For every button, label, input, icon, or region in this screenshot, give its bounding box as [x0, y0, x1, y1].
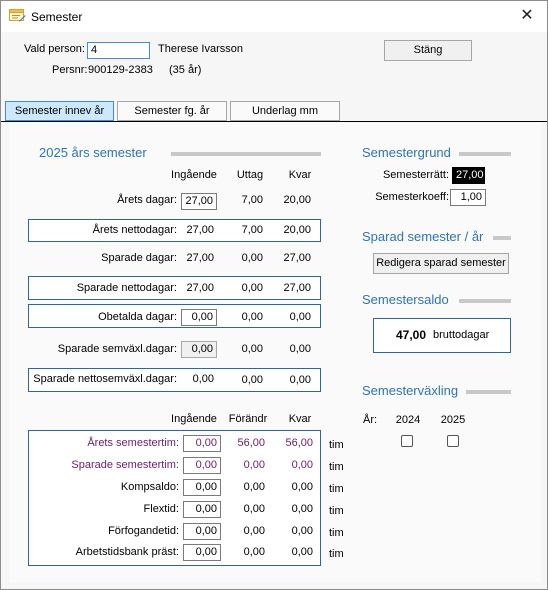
- person-label: Vald person:: [24, 43, 85, 55]
- arbetstidsbank-kvar: 0,00: [291, 546, 313, 558]
- arets-dagar-input[interactable]: 27,00: [181, 193, 217, 210]
- kompsaldo-input[interactable]: 0,00: [183, 479, 221, 496]
- title-bar: [1, 1, 547, 32]
- arbetstidsbank-input[interactable]: 0,00: [183, 544, 221, 561]
- row-arets-dagar-label: Årets dagar:: [117, 194, 177, 206]
- close-button[interactable]: Stäng: [384, 40, 472, 61]
- unit-tim: tim: [329, 439, 344, 451]
- forfogandetid-kvar: 0,00: [291, 525, 313, 537]
- section-rule: [459, 152, 511, 156]
- row-sparade-nettodagar-label: Sparade nettodagar:: [76, 282, 177, 294]
- row-arets-semestertim-label: Årets semestertim:: [87, 437, 179, 449]
- ar-label: År:: [363, 414, 378, 426]
- semesterratt-input[interactable]: 27,00: [452, 167, 485, 184]
- obetalda-dagar-uttag: 0,00: [241, 311, 263, 323]
- redigera-sparad-semester-button[interactable]: Redigera sparad semester: [373, 253, 509, 274]
- unit-tim: tim: [329, 505, 344, 517]
- col-uttag: Uttag: [236, 169, 264, 181]
- unit-tim: tim: [329, 548, 344, 560]
- arets-nettodagar-kvar: 20,00: [283, 224, 311, 236]
- arbetstidsbank-forandr: 0,00: [243, 546, 265, 558]
- sparade-nettodagar-kvar: 27,00: [283, 282, 311, 294]
- kompsaldo-forandr: 0,00: [243, 481, 265, 493]
- sparade-dagar-uttag: 0,00: [241, 252, 263, 264]
- arets-semestertim-input[interactable]: 0,00: [183, 435, 221, 452]
- sparade-nettosemvaxl-uttag: 0,00: [241, 374, 263, 386]
- person-input[interactable]: 4: [87, 42, 150, 59]
- forfogandetid-forandr: 0,00: [243, 525, 265, 537]
- left-section-title: 2025 års semester: [39, 145, 147, 160]
- section-rule: [459, 299, 511, 303]
- checkbox-2024[interactable]: [401, 435, 413, 447]
- sparade-semestertim-kvar: 0,00: [291, 459, 313, 471]
- row-sparade-semvaxl-label: Sparade semväxl.dagar:: [57, 343, 177, 355]
- unit-tim: tim: [329, 483, 344, 495]
- arets-nettodagar-uttag: 7,00: [241, 224, 263, 236]
- sparad-semester-title: Sparad semester / år: [362, 229, 484, 244]
- row-kompsaldo-label: Kompsaldo:: [120, 481, 179, 493]
- tab-underlag[interactable]: Underlag mm: [230, 101, 340, 121]
- year-2025-label: 2025: [440, 414, 466, 426]
- sparade-semvaxl-kvar: 0,00: [289, 343, 311, 355]
- row-arets-nettodagar-label: Årets nettodagar:: [92, 224, 177, 236]
- sparade-nettodagar-uttag: 0,00: [241, 282, 263, 294]
- arets-semestertim-kvar: 56,00: [285, 437, 313, 449]
- sparade-nettosemvaxl-kvar: 0,00: [289, 374, 311, 386]
- persnr-label: Persnr:: [52, 64, 88, 76]
- sparade-semvaxl-input[interactable]: 0,00: [181, 341, 217, 358]
- window-title: Semester: [31, 10, 83, 24]
- unit-tim: tim: [329, 527, 344, 539]
- checkbox-2025[interactable]: [447, 435, 459, 447]
- semestersaldo-title: Semestersaldo: [362, 292, 449, 307]
- row-sparade-semestertim-label: Sparade semestertim:: [71, 459, 179, 471]
- sparade-dagar-ing: 27,00: [186, 252, 214, 264]
- col-ingaende: Ingående: [171, 169, 217, 181]
- person-name: Therese Ivarsson: [158, 43, 243, 55]
- tab-semester-innev-ar[interactable]: Semester innev år: [5, 101, 114, 121]
- forfogandetid-input[interactable]: 0,00: [183, 523, 221, 540]
- kompsaldo-kvar: 0,00: [291, 481, 313, 493]
- age-value: (35 år): [169, 64, 202, 76]
- row-flextid-label: Flextid:: [143, 503, 179, 515]
- flextid-kvar: 0,00: [291, 503, 313, 515]
- hours-col-kvar: Kvar: [288, 413, 312, 425]
- arets-nettodagar-ing: 27,00: [186, 224, 214, 236]
- sparade-dagar-kvar: 27,00: [283, 252, 311, 264]
- row-sparade-dagar-label: Sparade dagar:: [101, 252, 177, 264]
- arets-dagar-kvar: 20,00: [283, 194, 311, 206]
- semestersaldo-unit: bruttodagar: [433, 329, 490, 341]
- row-sparade-nettosemvaxl-label: Sparade nettosemväxl.dagar:: [33, 373, 177, 385]
- section-rule: [171, 152, 321, 156]
- semesterratt-label: Semesterrätt:: [382, 169, 449, 181]
- col-kvar: Kvar: [288, 169, 312, 181]
- flextid-input[interactable]: 0,00: [183, 501, 221, 518]
- persnr-value: 900129-2383: [88, 64, 153, 76]
- calendar-pen-icon: [9, 8, 26, 23]
- sparade-nettodagar-ing: 27,00: [186, 282, 214, 294]
- obetalda-dagar-kvar: 0,00: [289, 311, 311, 323]
- row-obetalda-dagar-label: Obetalda dagar:: [98, 311, 177, 323]
- semesterkoeff-input[interactable]: 1,00: [450, 189, 486, 206]
- sparade-semvaxl-uttag: 0,00: [241, 343, 263, 355]
- semestersaldo-value: 47,00: [396, 328, 427, 342]
- section-rule: [466, 390, 511, 394]
- hours-col-forandr: Förändr: [228, 413, 268, 425]
- hours-col-ingaende: Ingående: [171, 413, 217, 425]
- semesterkoeff-label: Semesterkoeff:: [375, 191, 449, 203]
- arets-dagar-uttag: 7,00: [241, 194, 263, 206]
- flextid-forandr: 0,00: [243, 503, 265, 515]
- section-rule: [493, 236, 511, 240]
- year-2024-label: 2024: [395, 414, 421, 426]
- tab-semester-fg-ar[interactable]: Semester fg. år: [117, 101, 227, 121]
- row-arbetstidsbank-label: Arbetstidsbank präst:: [75, 546, 179, 558]
- obetalda-dagar-input[interactable]: 0,00: [181, 309, 217, 326]
- row-forfogandetid-label: Förfogandetid:: [108, 525, 179, 537]
- sparade-semestertim-input[interactable]: 0,00: [183, 457, 221, 474]
- semestergrund-title: Semestergrund: [362, 145, 451, 160]
- sparade-nettosemvaxl-ing: 0,00: [192, 373, 214, 385]
- sparade-semestertim-forandr: 0,00: [243, 459, 265, 471]
- semestervaxling-title: Semesterväxling: [362, 383, 459, 398]
- arets-semestertim-forandr: 56,00: [237, 437, 265, 449]
- unit-tim: tim: [329, 461, 344, 473]
- close-icon[interactable]: ✕: [520, 7, 534, 24]
